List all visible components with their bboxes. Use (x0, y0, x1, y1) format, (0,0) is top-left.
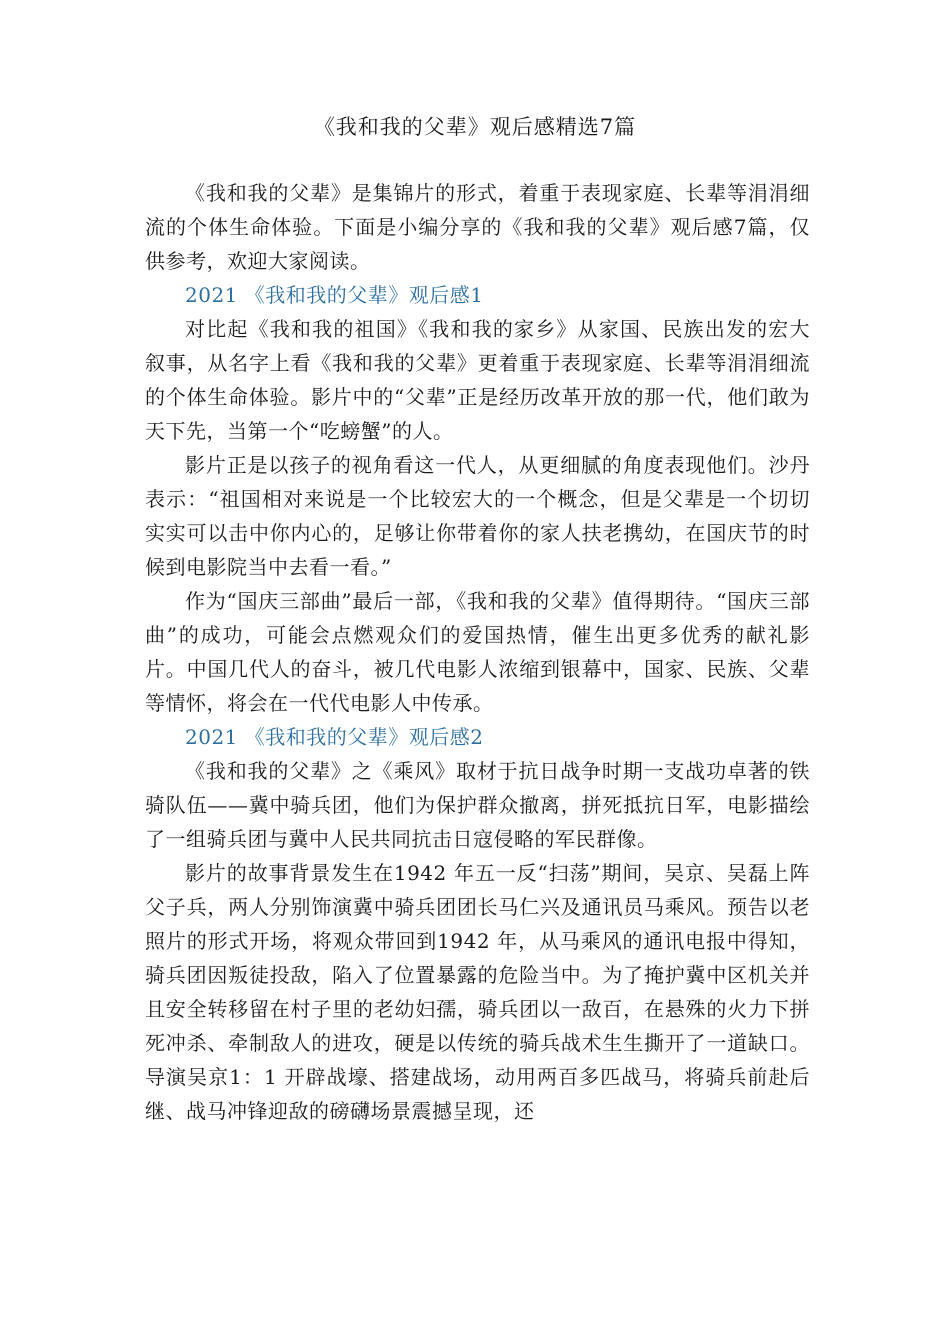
paragraph: 对比起《我和我的祖国》《我和我的家乡》从家国、民族出发的宏大叙事，从名字上看《我和我的父辈》更着重于表现家庭、长辈等涓涓细流的个体生命体验。影片中的“父辈”正是经历改革开放的那一代，他们敢为天下先，当第一个“吃螃蟹”的人。 (145, 317, 810, 443)
document-body (145, 176, 810, 1128)
paragraph: 作为“国庆三部曲”最后一部，《我和我的父辈》值得期待。“国庆三部曲”的成功，可能会点燃观众们的爱国热情，催生出更多优秀的献礼影片。中国几代人的奋斗，被几代电影人浓缩到银幕中，国家、民族、父辈等情怀，将会在一代代电影人中传承。 (145, 589, 810, 715)
paragraph: 影片的故事背景发生在1942 年五一反“扫荡”期间，吴京、吴磊上阵父子兵，两人分别饰演冀中骑兵团团长马仁兴及通讯员马乘风。预告以老照片的形式开场，将观众带回到1942 年，从马乘风的通讯电报中得知，骑兵团因叛徒投敌，陷入了位置暴露的危险当中。为了掩护冀中区机关并且安全转移留在村子里的老幼妇孺，骑兵团以一敌百，在悬殊的火力下拼死冲杀、牵制敌人的进攻，硬是以传统的骑兵战术生生撕开了一道缺口。导演吴京1：1 开辟战壕、搭建战场，动用两百多匹战马，将骑兵前赴后继、战马冲锋迎敌的磅礴场景震撼呈现，还 (145, 861, 810, 1123)
document-title: 《我和我的父辈》观后感精选7篇 (313, 115, 637, 139)
section-heading: 2021 《我和我的父辈》观后感1 (185, 283, 484, 307)
intro-paragraph: 《我和我的父辈》是集锦片的形式，着重于表现家庭、长辈等涓涓细流的个体生命体验。下面是小编分享的《我和我的父辈》观后感7篇，仅供参考，欢迎大家阅读。 (145, 181, 810, 273)
paragraph: 《我和我的父辈》之《乘风》取材于抗日战争时期一支战功卓著的铁骑队伍——冀中骑兵团，他们为保护群众撤离，拼死抵抗日军，电影描绘了一组骑兵团与冀中人民共同抗击日寇侵略的军民群像。 (145, 759, 810, 851)
paragraph: 影片正是以孩子的视角看这一代人，从更细腻的角度表现他们。沙丹表示：“祖国相对来说是一个比较宏大的一个概念，但是父辈是一个切切实实可以击中你内心的，足够让你带着你的家人扶老携幼，在国庆节的时候到电影院当中去看一看。” (145, 453, 810, 579)
section-heading: 2021 《我和我的父辈》观后感2 (185, 725, 484, 749)
